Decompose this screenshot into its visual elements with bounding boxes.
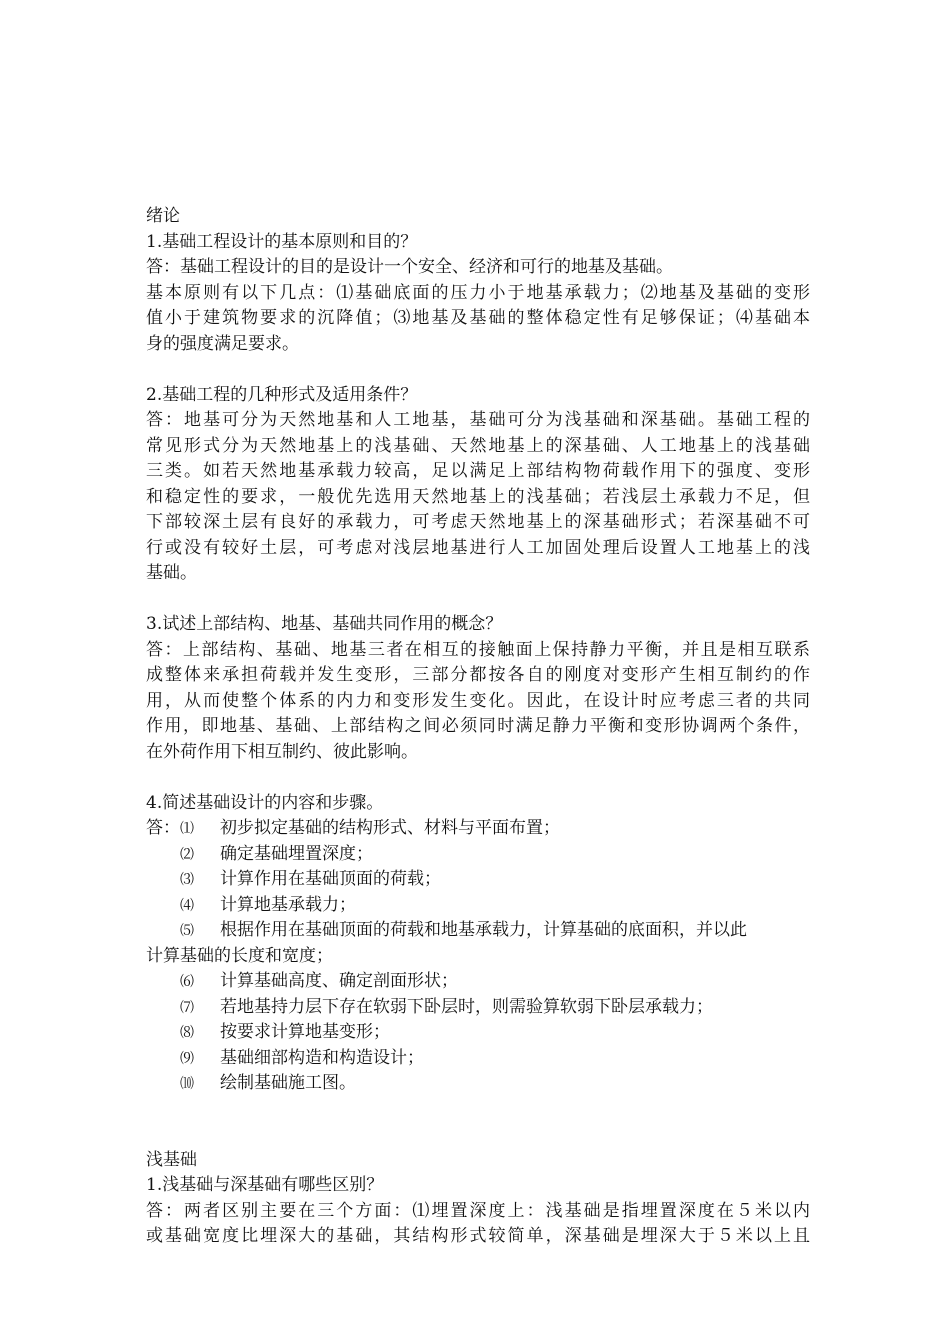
step-10 [146, 1071, 810, 1097]
spacer [146, 765, 810, 791]
step-1 [146, 816, 810, 842]
answer-prefix: 答： [146, 818, 180, 838]
answer-2-line-3: 三类。如若天然地基承载力较高，足以满足上部结构物荷载作用下的强度、变形 [146, 461, 810, 481]
step-number: ⑹ [180, 974, 194, 990]
answer-2-line-2: 常见形式分为天然地基上的浅基础、天然地基上的深基础、人工地基上的浅基础 [146, 435, 810, 456]
step-number: ⑼ [180, 1050, 194, 1067]
shallow-answer-1-line-1: 答：两者区别主要在三个方面：⑴埋置深度上：浅基础是指埋置深度在５米以内 [146, 1200, 810, 1221]
step-number: ⑺ [180, 999, 194, 1016]
spacer [146, 587, 810, 613]
answer-2-line-4: 和稳定性的要求，一般优先选用天然地基上的浅基础；若浅层土承载力不足，但 [146, 486, 810, 507]
answer-2-line-7: 基础。 [146, 563, 197, 583]
step-text: 计算作用在基础顶面的荷载； [220, 869, 441, 889]
step-number: ⑴ [180, 821, 194, 837]
step-text: 若地基持力层下存在软弱下卧层时，则需验算软弱下卧层承载力； [220, 996, 713, 1017]
step-number: ⑽ [180, 1076, 194, 1092]
section-title-intro: 绪论 [146, 206, 180, 226]
step-number: ⑸ [180, 923, 194, 939]
answer-3-line-4: 作用，即地基、基础、上部结构之间必须同时满足静力平衡和变形协调两个条件， [146, 716, 810, 736]
answer-2-line-1: 答：地基可分为天然地基和人工地基，基础可分为浅基础和深基础。基础工程的 [146, 410, 810, 430]
step-text: 初步拟定基础的结构形式、材料与平面布置； [220, 818, 560, 838]
step-number: ⑻ [180, 1025, 194, 1041]
step-9 [146, 1046, 810, 1072]
answer-1-line-1: 答：基础工程设计的目的是设计一个安全、经济和可行的地基及基础。 [146, 257, 673, 277]
step-5 [146, 918, 810, 944]
question-3: 3.试述上部结构、地基、基础共同作用的概念？ [146, 614, 503, 634]
step-6 [146, 969, 810, 995]
step-text: 计算地基承载力； [220, 894, 356, 915]
step-number: ⑵ [180, 846, 194, 863]
shallow-answer-1-line-2: 或基础宽度比埋深大的基础，其结构形式较简单，深基础是埋深大于５米以上且 [146, 1226, 810, 1246]
answer-2-line-5: 下部较深土层有良好的承载力，可考虑天然地基上的深基础形式；若深基础不可 [146, 512, 810, 532]
step-2 [146, 842, 810, 868]
step-text: 按要求计算地基变形； [220, 1022, 390, 1042]
step-3 [146, 867, 810, 893]
answer-3-line-2: 成整体来承担荷载并发生变形，三部分都按各自的刚度对变形产生相互制约的作 [146, 665, 810, 685]
question-2: 2.基础工程的几种形式及适用条件？ [146, 384, 418, 405]
answer-2-line-6: 行或没有较好土层，可考虑对浅层地基进行人工加固处理后设置人工地基上的浅 [146, 537, 810, 558]
answer-1-line-2: 基本原则有以下几点：⑴基础底面的压力小于地基承载力；⑵地基及基础的变形 [146, 282, 810, 303]
question-4: 4.简述基础设计的内容和步骤。 [146, 792, 384, 813]
section-title-shallow: 浅基础 [146, 1149, 197, 1170]
step-text: 基础细部构造和构造设计； [220, 1047, 424, 1068]
step-8 [146, 1020, 810, 1046]
question-1: 1.基础工程设计的基本原则和目的？ [146, 231, 418, 252]
step-number: ⑷ [180, 897, 194, 914]
step-number: ⑶ [180, 872, 194, 888]
step-7 [146, 995, 810, 1021]
spacer [146, 1097, 810, 1148]
answer-1-line-3: 值小于建筑物要求的沉降值；⑶地基及基础的整体稳定性有足够保证；⑷基础本 [146, 308, 810, 328]
step-text: 确定基础埋置深度； [220, 843, 373, 864]
step-4 [146, 893, 810, 919]
answer-1-line-4: 身的强度满足要求。 [146, 333, 299, 354]
step-text: 绘制基础施工图。 [220, 1073, 356, 1093]
step-text: 计算基础高度、确定剖面形状； [220, 971, 458, 991]
document-page [146, 204, 810, 1250]
answer-3-line-1: 答：上部结构、基础、地基三者在相互的接触面上保持静力平衡，并且是相互联系 [146, 639, 810, 660]
step-5-continuation: 计算基础的长度和宽度； [146, 945, 333, 966]
shallow-question-1: 1.浅基础与深基础有哪些区别？ [146, 1175, 384, 1195]
step-text: 根据作用在基础顶面的荷载和地基承载力，计算基础的底面积，并以此 [220, 920, 747, 940]
spacer [146, 357, 810, 383]
answer-3-line-5: 在外荷作用下相互制约、彼此影响。 [146, 741, 418, 762]
answer-3-line-3: 用，从而使整个体系的内力和变形发生变化。因此，在设计时应考虑三者的共同 [146, 690, 810, 711]
